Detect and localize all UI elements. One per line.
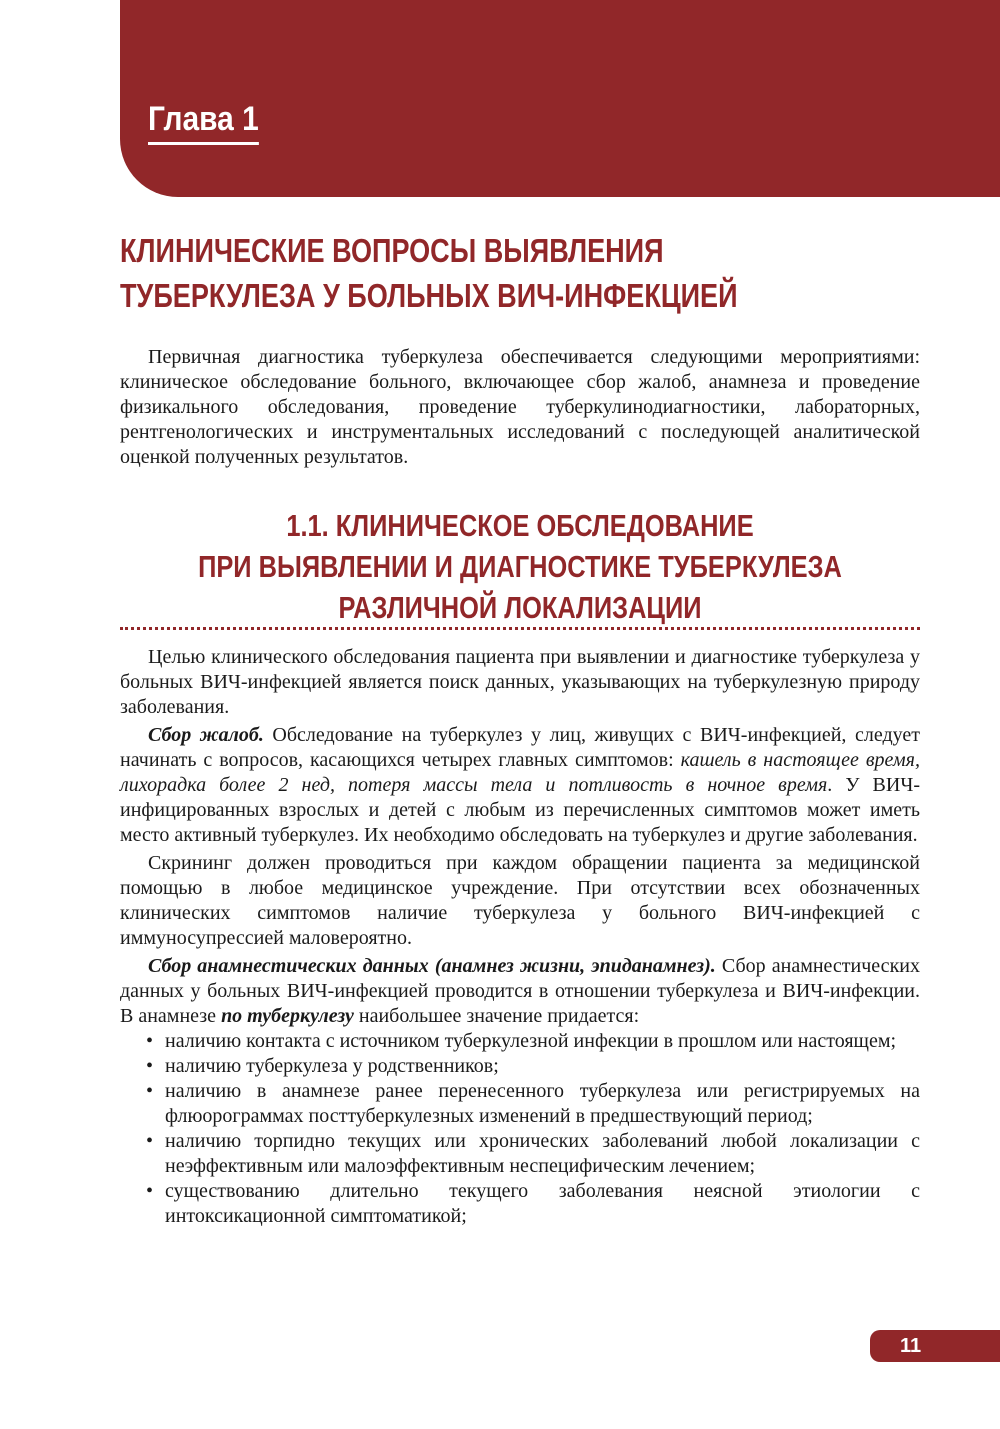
paragraph-text: Сбор анамнестических данных у больных ВИЧ-инфекцией проводится в отношении туберкулеза и ВИЧ-инфекции. В анамнезе: [120, 955, 920, 1027]
chapter-label: Глава 1: [148, 100, 259, 145]
paragraph: Целью клинического обследования пациента при выявлении и диагностике туберкулеза у больных ВИЧ-инфекцией является поиск данных, указывающих на туберкулезную природу заболевания.: [120, 646, 920, 718]
section-title: [159, 505, 881, 628]
page-number-tab: [870, 1330, 1000, 1362]
term-anamnesis: Сбор анамнестических данных (анамнез жизни, эпиданамнез).: [148, 955, 716, 977]
chapter-title-line: ТУБЕРКУЛЕЗА У БОЛЬНЫХ ВИЧ-ИНФЕКЦИЕЙ: [120, 277, 738, 314]
paragraph-text: . У ВИЧ-инфицированных взрослых и детей с любым из перечисленных симптомов может иметь место активный туберкулез. Их необходимо обследовать на туберкулез и другие заболевания.: [120, 774, 921, 846]
page-number: 11: [900, 1335, 922, 1357]
chapter-title-line: КЛИНИЧЕСКИЕ ВОПРОСЫ ВЫЯВЛЕНИЯ: [120, 232, 664, 269]
section-title-line: РАЗЛИЧНОЙ ЛОКАЛИЗАЦИИ: [338, 590, 702, 625]
chapter-title: [120, 228, 825, 318]
symptoms-list: кашель в настоящее время, лихорадка более 2 нед, потеря массы тела и потливость в ночное время: [120, 749, 920, 796]
paragraph-anamnesis: [120, 954, 920, 1029]
list-item: • наличию в анамнезе ранее перенесенного туберкулеза или регистрируемых на флюорограммах посттуберкулезных изменений в предшествующий период;: [120, 1079, 920, 1129]
term-complaints: Сбор жалоб.: [148, 724, 264, 746]
section-body: [120, 645, 920, 1229]
term-tuberculosis: по туберкулезу: [221, 1005, 354, 1027]
intro-paragraph-block: [120, 345, 920, 470]
paragraph: Скрининг должен проводиться при каждом обращении пациента за медицинской помощью в любое медицинское учреждение. При отсутствии всех обозначенных клинических симптомов наличие туберкулеза у больного ВИЧ-инфекцией с иммуносупрессией маловероятно.: [120, 852, 920, 949]
paragraph-text: Обследование на туберкулез у лиц, живущих с ВИЧ-инфекцией, следует начинать с вопросов, касающихся четырех главных симптомов:: [120, 724, 921, 771]
paragraph-complaints: [120, 723, 920, 848]
list-item: • наличию туберкулеза у родственников;: [120, 1054, 920, 1079]
section-title-line: 1.1. КЛИНИЧЕСКОЕ ОБСЛЕДОВАНИЕ: [286, 508, 754, 543]
chapter-banner: [120, 0, 1000, 197]
anamnesis-list: [120, 1029, 920, 1229]
list-item: • существованию длительно текущего заболевания неясной этиологии с интоксикационной симптоматикой;: [120, 1179, 920, 1229]
section-divider: [120, 627, 920, 630]
paragraph-text: наибольшее значение придается:: [353, 1005, 640, 1027]
list-item: • наличию торпидно текущих или хронических заболеваний любой локализации с неэффективным или малоэффективным неспецифическим лечением;: [120, 1129, 920, 1179]
section-title-line: ПРИ ВЫЯВЛЕНИИ И ДИАГНОСТИКЕ ТУБЕРКУЛЕЗА: [198, 549, 842, 584]
list-item: • наличию контакта с источником туберкулезной инфекции в прошлом или настоящем;: [120, 1029, 920, 1054]
intro-paragraph: Первичная диагностика туберкулеза обеспечивается следующими мероприятиями: клиническое обследование больного, включающее сбор жалоб, анамнеза и проведение физикального обследования, проведение туберкулинодиагностики, лабораторных, рентгенологических и инструментальных исследований с последующей аналитической оценкой полученных результатов.: [120, 346, 920, 468]
